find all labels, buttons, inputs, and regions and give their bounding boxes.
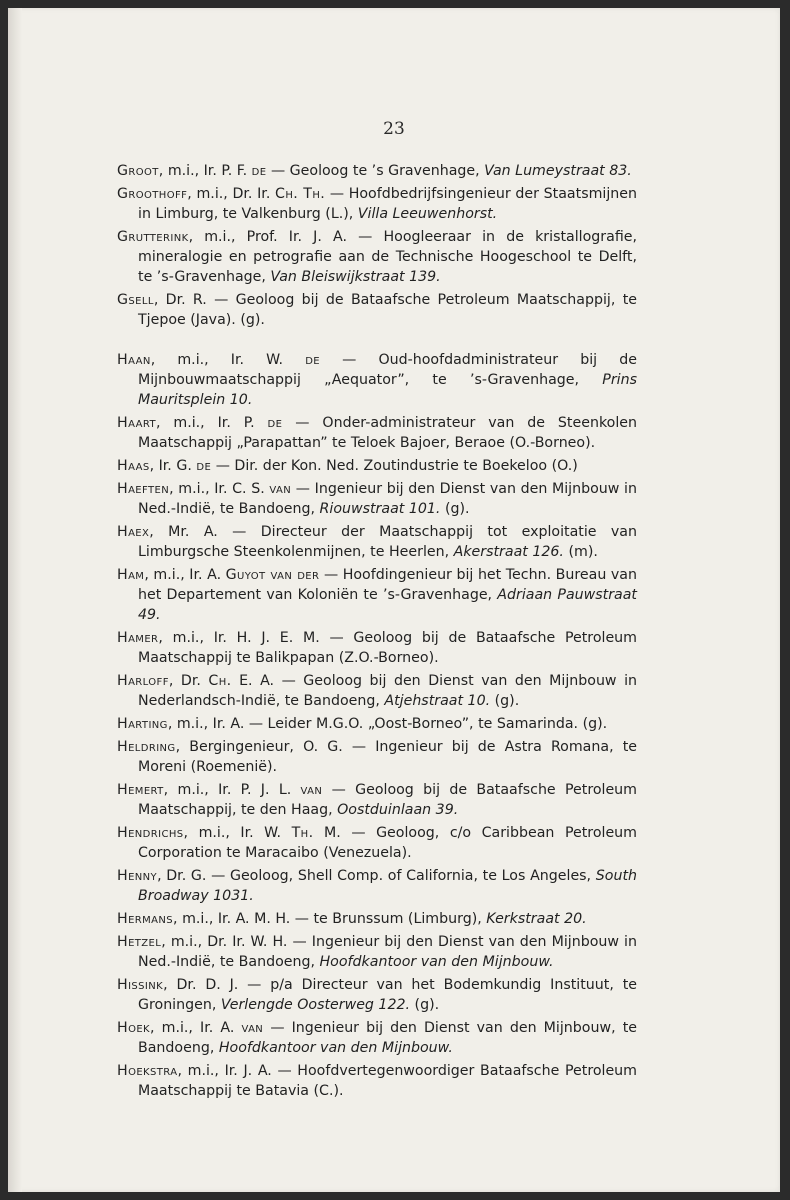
list-item xyxy=(117,866,637,906)
page-gutter xyxy=(8,8,22,1192)
entry-text: — Ingenieur bij den Dienst van den Mijnbouw in Ned.-Indië, te Bandoeng, xyxy=(138,481,637,517)
entry-text: , m.i., Ir. J. A. — Hoofdvertegenwoordiger Bataafsche Petroleum Maatschappij te Batavia (C.). xyxy=(138,1063,637,1099)
entry-name: Groothoff xyxy=(117,186,188,202)
entry-name: Th. xyxy=(291,825,314,841)
entry-address: South Broadway 1031. xyxy=(138,868,637,904)
entry-text: (m). xyxy=(563,544,598,560)
entry-name: Hoek xyxy=(117,1020,151,1036)
entry-text: — Dir. der Kon. Ned. Zoutindustrie te Boekeloo (O.) xyxy=(211,458,578,474)
entry-name: Haas xyxy=(117,458,150,474)
entry-address: Van Lumeystraat 83. xyxy=(484,163,632,179)
entry-text: , m.i., Ir. A. xyxy=(144,567,226,583)
list-item xyxy=(117,290,637,330)
list-item xyxy=(117,975,637,1015)
entry-text: E. A. — Geoloog bij den Dienst van den Mijnbouw in Nederlandsch-Indië, te Bandoeng, xyxy=(138,673,637,709)
entry-text: , m.i., Ir. A. — Leider M.G.O. „Oost-Borneo”, te Samarinda. (g). xyxy=(167,716,608,732)
entry-name: Hoekstra xyxy=(117,1063,178,1079)
entry-text: , m.i., Ir. P. F. xyxy=(158,163,252,179)
page-number: 23 xyxy=(383,119,405,139)
entry-name: Haan xyxy=(117,352,151,368)
entry-name: Haeften xyxy=(117,481,170,497)
entry-text: — Geoloog te ’s Gravenhage, xyxy=(266,163,485,179)
entry-text: (g). xyxy=(490,693,520,709)
entry-name: Ch. xyxy=(208,673,232,689)
entry-name: Henny xyxy=(117,868,158,884)
entry-text: , m.i., Dr. Ir. W. H. — Ingenieur bij den Dienst van den Mijnbouw in Ned.-Indië, te Bandoeng, xyxy=(138,934,637,970)
entry-text: — Geoloog bij de Bataafsche Petroleum Maatschappij, te den Haag, xyxy=(138,782,637,818)
document-page xyxy=(8,8,780,1192)
entry-text: , m.i., Prof. Ir. J. A. — Hoogleeraar in de kristallografie, mineralogie en petrografie aan de Technische Hoogeschool te Delft, te ’s-Gravenhage, xyxy=(138,229,637,285)
entry-name: de xyxy=(196,458,212,474)
entry-text: (g). xyxy=(410,997,440,1013)
list-item xyxy=(117,184,637,224)
entry-address: Van Bleiswijkstraat 139. xyxy=(270,269,441,285)
member-list xyxy=(117,161,637,1104)
list-item xyxy=(117,161,637,181)
entry-text: — Hoofdingenieur bij het Techn. Bureau van het Departement van Koloniën te ’s-Gravenhage, xyxy=(138,567,637,603)
entry-text: , Dr. R. — Geoloog bij de Bataafsche Petroleum Maatschappij, te Tjepoe (Java). (g). xyxy=(138,292,637,328)
entry-name: Haex xyxy=(117,524,150,540)
list-item xyxy=(117,909,637,929)
list-item xyxy=(117,823,637,863)
list-item xyxy=(117,522,637,562)
entry-name: Harting xyxy=(117,716,168,732)
entry-text: , m.i., Ir. W. xyxy=(183,825,292,841)
entry-name: Hissink xyxy=(117,977,164,993)
list-item xyxy=(117,628,637,668)
entry-name: Gsell xyxy=(117,292,154,308)
entry-text: , Bergingenieur, O. G. — Ingenieur bij de Astra Romana, te Moreni (Roemenië). xyxy=(138,739,637,775)
entry-name: de xyxy=(267,415,283,431)
entry-name: Harloff xyxy=(117,673,169,689)
entry-text: , m.i., Ir. H. J. E. M. — Geoloog bij de Bataafsche Petroleum Maatschappij te Balikpapan (Z.O.-Borneo). xyxy=(138,630,637,666)
entry-address: Oostduinlaan 39. xyxy=(337,802,459,818)
entry-text: , m.i., Ir. A. xyxy=(150,1020,242,1036)
list-item xyxy=(117,565,637,625)
entry-text: , Dr. xyxy=(168,673,209,689)
entry-name: Hermans xyxy=(117,911,174,927)
entry-text: , m.i., Ir. C. S. xyxy=(169,481,270,497)
entry-name: Guyot van der xyxy=(225,567,320,583)
list-item xyxy=(117,413,637,453)
entry-text: , m.i., Ir. P. xyxy=(155,415,268,431)
entry-name: Ch. Th. xyxy=(275,186,326,202)
list-item xyxy=(117,737,637,777)
entry-address: Atjehstraat 10. xyxy=(384,693,491,709)
list-item xyxy=(117,714,637,734)
entry-text: , m.i., Ir. P. J. L. xyxy=(163,782,301,798)
entry-text: , Ir. G. xyxy=(149,458,197,474)
entry-address: Riouwstraat 101. xyxy=(319,501,441,517)
entry-name: de xyxy=(305,352,321,368)
entry-name: Ham xyxy=(117,567,145,583)
entry-name: Groot xyxy=(117,163,159,179)
list-item xyxy=(117,1061,637,1101)
entry-address: Villa Leeuwenhorst. xyxy=(357,206,498,222)
entry-text: , Dr. G. — Geoloog, Shell Comp. of California, te Los Angeles, xyxy=(157,868,596,884)
entry-name: Heldring xyxy=(117,739,176,755)
entry-text: (g). xyxy=(440,501,470,517)
entry-text: , m.i., Ir. W. xyxy=(150,352,306,368)
entry-text: — Ingenieur bij den Dienst van den Mijnbouw, te Bandoeng, xyxy=(138,1020,637,1056)
entry-text: — Hoofdbedrijfsingenieur der Staatsmijnen in Limburg, te Valkenburg (L.), xyxy=(138,186,637,222)
entry-address: Akerstraat 126. xyxy=(453,544,564,560)
list-item xyxy=(117,479,637,519)
entry-address: Verlengde Oosterweg 122. xyxy=(220,997,411,1013)
entry-text: — Oud-hoofdadministrateur bij de Mijnbouwmaatschappij „Aequator”, te ’s-Gravenhage, xyxy=(138,352,637,388)
list-item xyxy=(117,350,637,410)
entry-group xyxy=(117,350,637,1101)
entry-name: van xyxy=(300,782,323,798)
entry-text: , m.i., Ir. A. M. H. — te Brunssum (Limburg), xyxy=(173,911,487,927)
entry-name: van xyxy=(241,1020,264,1036)
list-item xyxy=(117,227,637,287)
list-item xyxy=(117,1018,637,1058)
entry-name: Haart xyxy=(117,415,156,431)
entry-name: Hetzel xyxy=(117,934,162,950)
entry-text: , Dr. D. J. — p/a Directeur van het Bodemkundig Instituut, te Groningen, xyxy=(138,977,637,1013)
entry-name: Hamer xyxy=(117,630,159,646)
entry-text: , Mr. A. — Directeur der Maatschappij tot exploitatie van Limburgsche Steenkolenmijnen, te Heerlen, xyxy=(138,524,637,560)
entry-address: Prins Mauritsplein 10. xyxy=(138,372,637,408)
list-item xyxy=(117,780,637,820)
entry-name: Hemert xyxy=(117,782,164,798)
list-item xyxy=(117,932,637,972)
entry-group xyxy=(117,161,637,330)
list-item xyxy=(117,671,637,711)
entry-name: Grutterink xyxy=(117,229,189,245)
entry-text: M. — Geoloog, c/o Caribbean Petroleum Corporation te Maracaibo (Venezuela). xyxy=(138,825,637,861)
entry-address: Kerkstraat 20. xyxy=(486,911,587,927)
entry-name: de xyxy=(251,163,267,179)
entry-address: Adriaan Pauwstraat 49. xyxy=(138,587,637,623)
list-item xyxy=(117,456,637,476)
entry-address: Hoofdkantoor van den Mijnbouw. xyxy=(218,1040,453,1056)
entry-text: — Onder-administrateur van de Steenkolen Maatschappij „Parapattan” te Teloek Bajoer, Beraoe (O.-Borneo). xyxy=(138,415,637,451)
entry-address: Hoofdkantoor van den Mijnbouw. xyxy=(319,954,554,970)
entry-name: Hendrichs xyxy=(117,825,184,841)
entry-name: van xyxy=(269,481,292,497)
entry-text: , m.i., Dr. Ir. xyxy=(187,186,276,202)
